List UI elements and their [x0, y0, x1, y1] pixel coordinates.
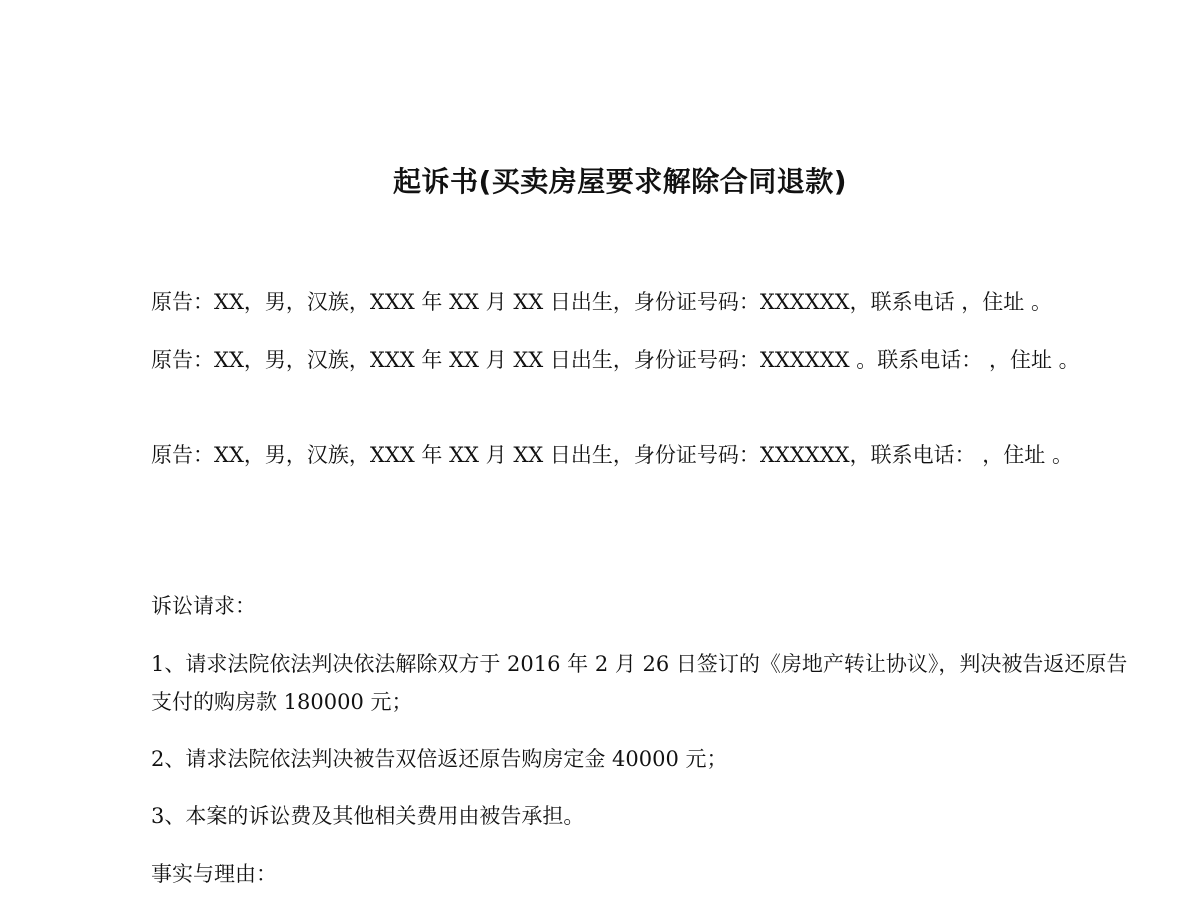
plaintiff-paragraph: 原告：XX，男，汉族，XXX 年 XX 月 XX 日出生，身份证号码：XXXXXX，联系电话： ，住址 。 [151, 443, 1073, 467]
claim-item: 3、本案的诉讼费及其他相关费用由被告承担。 [151, 804, 585, 828]
facts-heading: 事实与理由： [151, 862, 277, 886]
document-title: 起诉书(买卖房屋要求解除合同退款) [392, 165, 848, 198]
claim-item: 2、请求法院依法判决被告双倍返还原告购房定金 40000 元； [151, 747, 728, 771]
claims-heading: 诉讼请求： [151, 594, 256, 618]
claim-item: 1、请求法院依法判决依法解除双方于 2016 年 2 月 26 日签订的《房地产转让协议》，判决被告返还原告支付的购房款 180000 元； [151, 652, 1128, 714]
plaintiff-paragraph: 原告：XX，男，汉族，XXX 年 XX 月 XX 日出生，身份证号码：XXXXXX，联系电话 ，住址 。 [151, 290, 1052, 314]
plaintiff-paragraph: 原告：XX，男，汉族，XXX 年 XX 月 XX 日出生，身份证号码：XXXXXX 。联系电话： ，住址 。 [151, 348, 1080, 372]
